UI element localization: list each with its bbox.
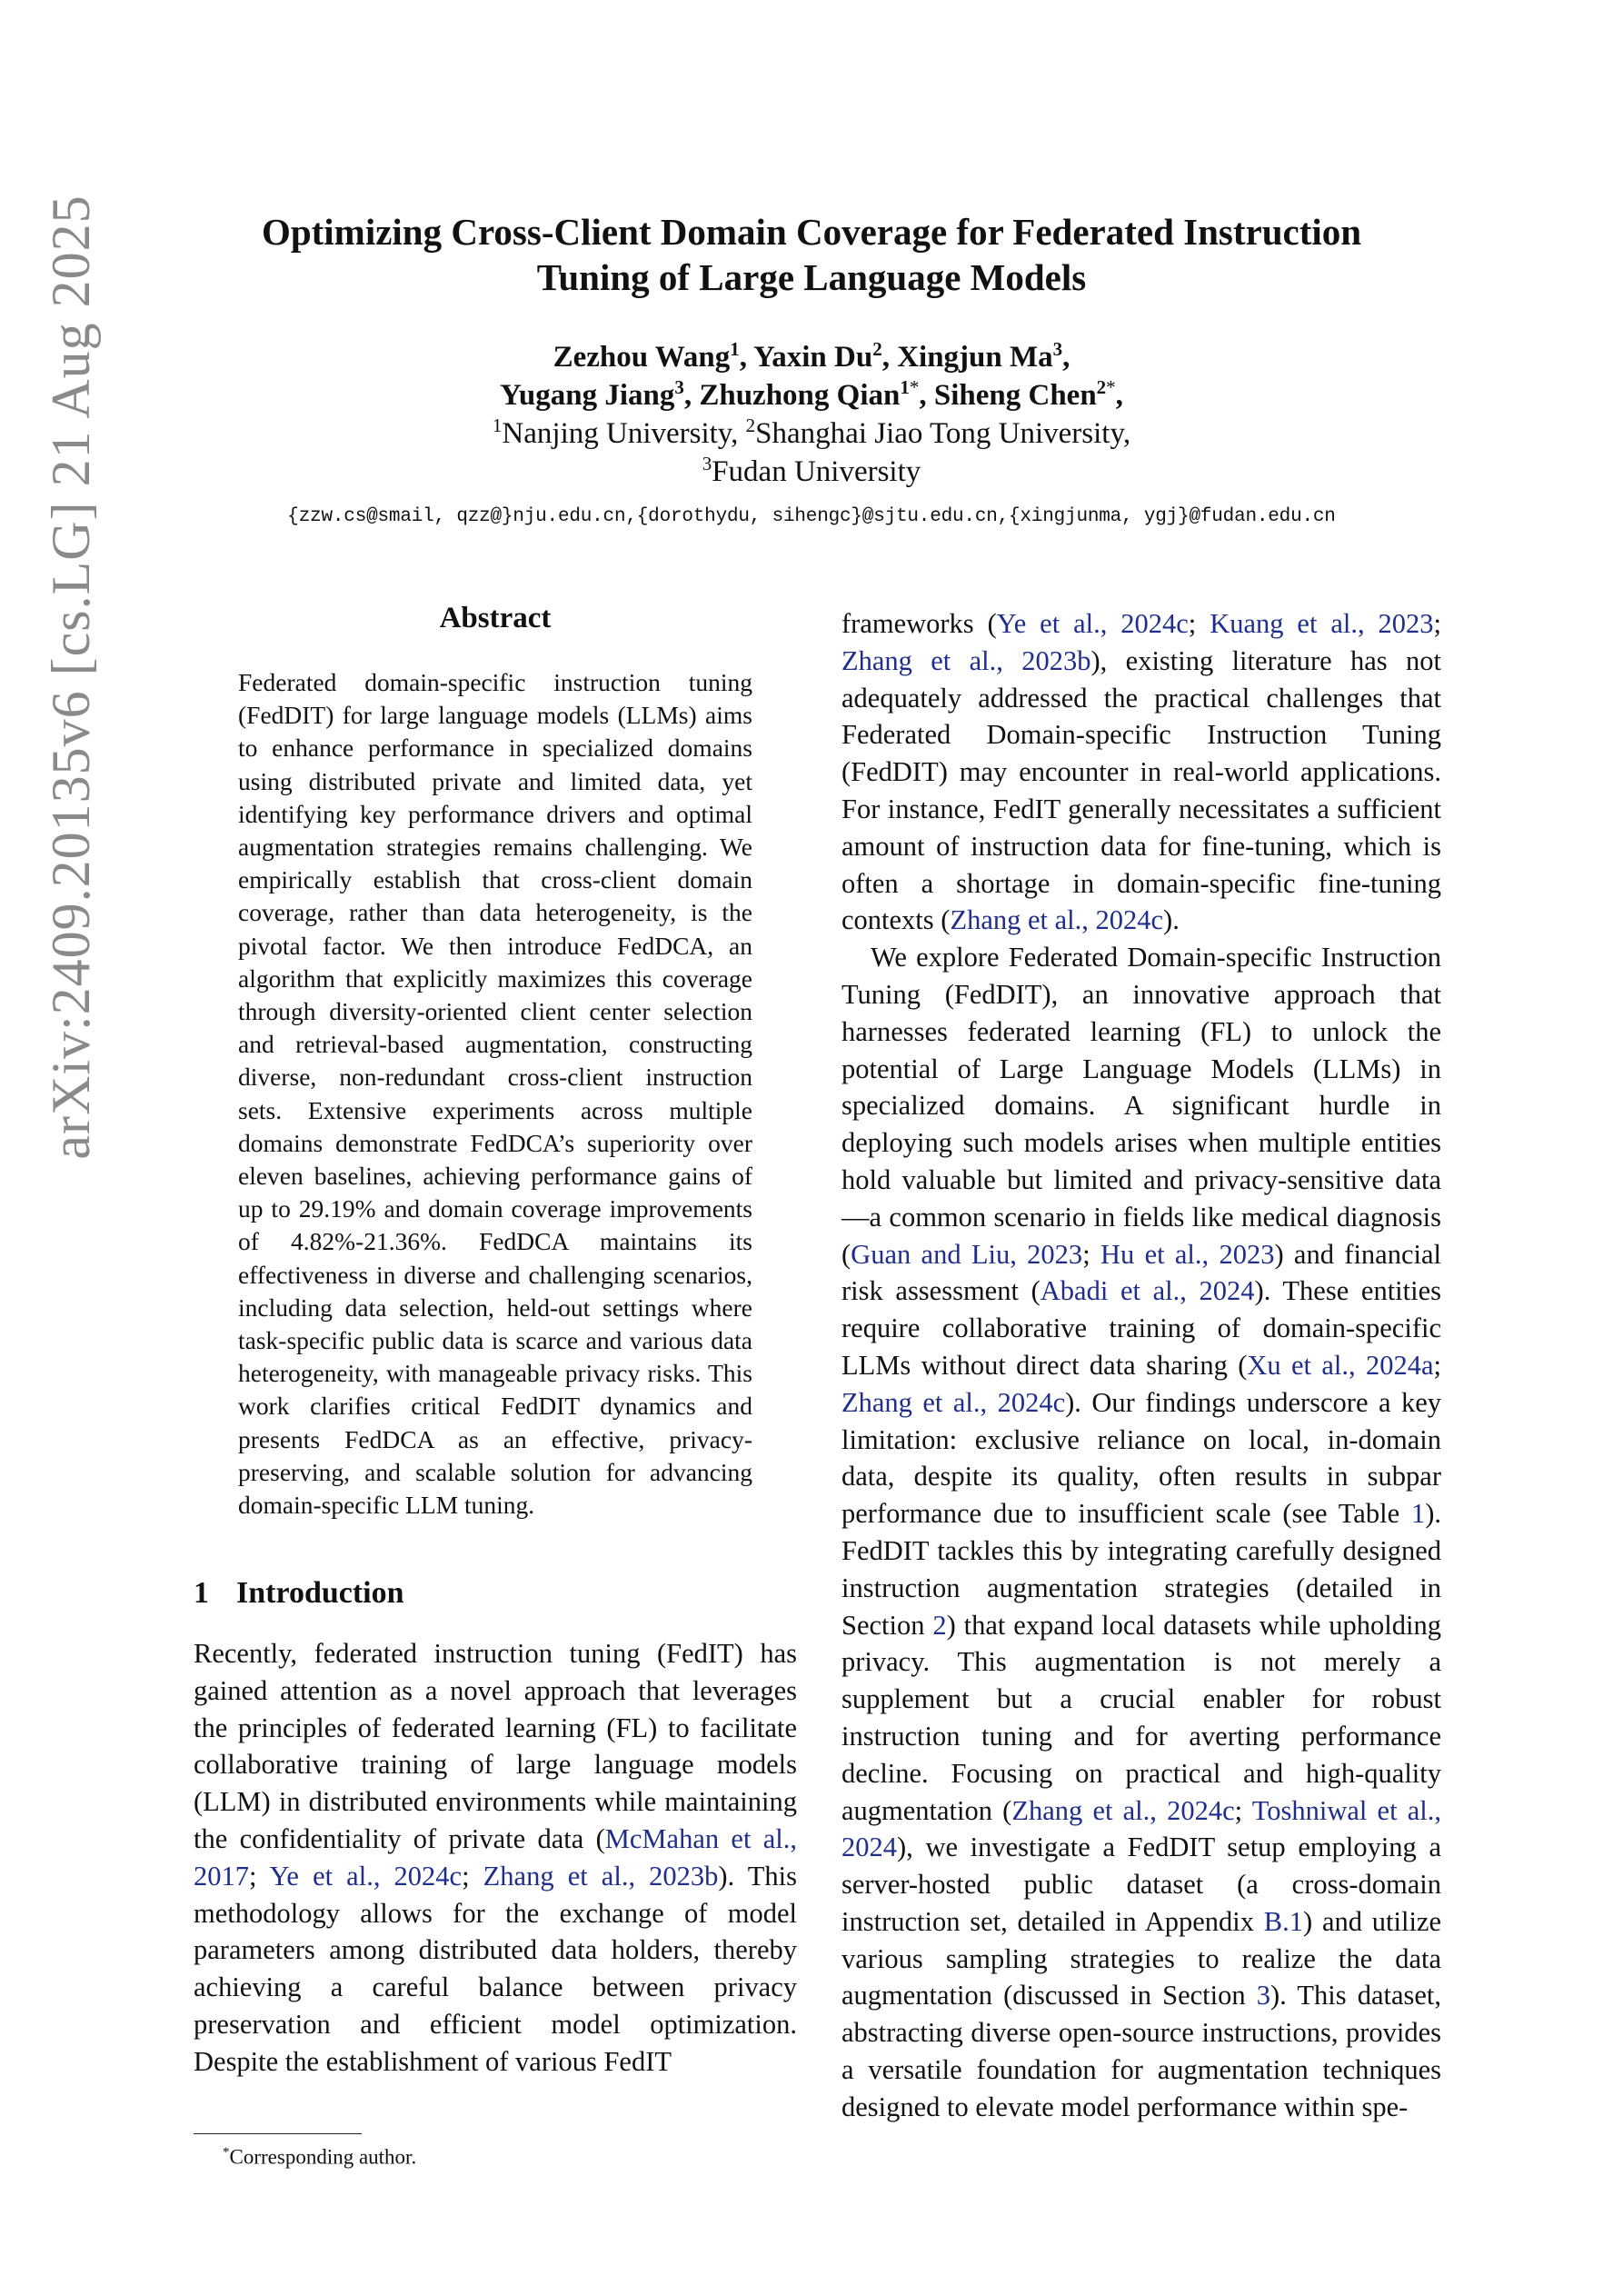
- arxiv-identifier: arXiv:2409.20135v6 [cs.LG] 21 Aug 2025: [40, 195, 101, 1160]
- author-name: Xingjun Ma: [897, 341, 1053, 374]
- abstract-heading: Abstract: [439, 602, 552, 634]
- citation-link[interactable]: Hu et al., 2023: [1100, 1238, 1275, 1270]
- paragraph: frameworks (Ye et al., 2024c; Kuang et al., 2023; Zhang et al., 2023b), existing literature has not adequately addressed the practical challenges that Federated Domain-specific Instruction Tuning (FedDIT) may encounter in real-world applications. For instance, FedIT generally necessitates a sufficient amount of instruction data for fine-tuning, which is often a shortage in domain-specific fine-tuning contexts (Zhang et al., 2024c).: [841, 608, 1441, 936]
- citation-link[interactable]: Abadi et al., 2024: [1040, 1275, 1255, 1307]
- section-title: Introduction: [236, 1576, 404, 1610]
- citation-link[interactable]: Toshniwal et al., 2024: [841, 1794, 1441, 1863]
- author-name: Yaxin Du: [753, 341, 873, 374]
- paper-title: [0, 209, 1623, 300]
- author-name: Yugang Jiang: [500, 379, 675, 412]
- footnote-text: Corresponding author.: [229, 2145, 417, 2169]
- affiliation: Shanghai Jiao Tong University: [755, 417, 1123, 450]
- affiliation: Nanjing University: [502, 417, 732, 450]
- footnote-mark: *: [223, 2145, 230, 2160]
- citation-link[interactable]: Kuang et al., 2023: [1210, 608, 1434, 639]
- author-name: Zezhou Wang: [553, 341, 731, 374]
- section-heading-introduction: [194, 1576, 404, 1611]
- author-name: Zhuzhong Qian: [699, 379, 901, 412]
- citation-link[interactable]: Zhang et al., 2024c: [1011, 1794, 1235, 1826]
- section-reference-link[interactable]: 3: [1256, 1980, 1270, 2011]
- citation-link[interactable]: Zhang et al., 2023b: [841, 644, 1091, 676]
- introduction-left-column: [194, 1635, 797, 2081]
- title-line-2: Tuning of Large Language Models: [536, 256, 1087, 298]
- introduction-right-column: [841, 605, 1441, 2126]
- citation-link[interactable]: Zhang et al., 2023b: [483, 1860, 719, 1892]
- affiliation: Fudan University: [712, 455, 921, 488]
- author-block: [0, 338, 1623, 491]
- section-number: 1: [194, 1576, 209, 1610]
- citation-link[interactable]: McMahan et al., 2017: [194, 1822, 798, 1892]
- affiliations-line-2: $^3$Fudan University: [702, 453, 921, 488]
- footnote-divider: [194, 2133, 362, 2134]
- authors-line-1: Zezhou Wang$^1$, Yaxin Du$^2$, Xingjun Ma$^3$,: [553, 338, 1070, 374]
- section-reference-link[interactable]: 2: [932, 1609, 947, 1641]
- appendix-reference-link[interactable]: B.1: [1263, 1905, 1303, 1937]
- table-reference-link[interactable]: 1: [1410, 1498, 1426, 1530]
- footnote: [223, 2145, 416, 2170]
- citation-link[interactable]: Zhang et al., 2024c: [841, 1386, 1066, 1418]
- citation-link[interactable]: Xu et al., 2024a: [1247, 1349, 1434, 1381]
- citation-link[interactable]: Ye et al., 2024c: [269, 1860, 463, 1892]
- author-emails: {zzw.cs@smail, qzz@}nju.edu.cn,{dorothydu, sihengc}@sjtu.edu.cn,{xingjunma, ygj}@fudan.edu.cn: [287, 506, 1336, 527]
- citation-link[interactable]: Zhang et al., 2024c: [950, 904, 1164, 936]
- abstract-body: Federated domain-specific instruction tuning (FedDIT) for large language models (LLMs) aims to enhance performance in specialized domains using distributed private and limited data, yet identifying key performance drivers and optimal augmentation strategies remains challenging. We empirically establish that cross-client domain coverage, rather than data heterogeneity, is the pivotal factor. We then introduce FedDCA, an algorithm that explicitly maximizes this coverage through diversity-oriented client center selection and retrieval-based augmentation, constructing diverse, non-redundant cross-client instruction sets. Extensive experiments across multiple domains demonstrate FedDCA’s superiority over eleven baselines, achieving performance gains of up to 29.19% and domain coverage improvements of 4.82%-21.36%. FedDCA maintains its effectiveness in diverse and challenging scenarios, including data selection, held-out settings where task-specific public data is scarce and various data heterogeneity, with manageable privacy risks. This work clarifies critical FedDIT dynamics and presents FedDCA as an effective, privacy-preserving, and scalable solution for advancing domain-specific LLM tuning.: [238, 668, 752, 1520]
- author-name: Siheng Chen: [933, 379, 1097, 412]
- citation-link[interactable]: Ye et al., 2024c: [996, 608, 1189, 639]
- authors-line-2: Yugang Jiang$^3$, Zhuzhong Qian$^{1*}$, Siheng Chen$^{2*}$,: [500, 376, 1123, 412]
- citation-link[interactable]: Guan and Liu, 2023: [851, 1238, 1083, 1270]
- paragraph: Recently, federated instruction tuning (FedIT) has gained attention as a novel approach that leverages the principles of federated learning (FL) to facilitate collaborative training of large language models (LLM) in distributed environments while maintaining the confidentiality of private data (McMahan et al., 2017; Ye et al., 2024c; Zhang et al., 2023b). This methodology allows for the exchange of model parameters among distributed data holders, thereby achieving a careful balance between privacy preservation and efficient model optimization. Despite the establishment of various FedIT: [194, 1638, 798, 2077]
- title-line-1: Optimizing Cross-Client Domain Coverage for Federated Instruction: [261, 211, 1362, 253]
- paragraph: We explore Federated Domain-specific Instruction Tuning (FedDIT), an innovative approach that harnesses federated learning (FL) to unlock the potential of Large Language Models (LLMs) in specialized domains. A significant hurdle in deploying such models arises when multiple entities hold valuable but limited and privacy-sensitive data—a common scenario in fields like medical diagnosis (Guan and Liu, 2023; Hu et al., 2023) and financial risk assessment (Abadi et al., 2024). These entities require collaborative training of domain-specific LLMs without direct data sharing (Xu et al., 2024a; Zhang et al., 2024c). Our findings underscore a key limitation: exclusive reliance on local, in-domain data, despite its quality, often results in subpar performance due to insufficient scale (see Table 1). FedDIT tackles this by integrating carefully designed instruction augmentation strategies (detailed in Section 2) that expand local datasets while upholding privacy. This augmentation is not merely a supplement but a crucial enabler for robust instruction tuning and for averting performance decline. Focusing on practical and high-quality augmentation (Zhang et al., 2024c; Toshniwal et al., 2024), we investigate a FedDIT setup employing a server-hosted public dataset (a cross-domain instruction set, detailed in Appendix B.1) and utilize various sampling strategies to realize the data augmentation (discussed in Section 3). This dataset, abstracting diverse open-source instructions, provides a versatile foundation for augmentation techniques designed to elevate model performance within spe-: [841, 942, 1441, 2122]
- affiliations-line-1: $^1$Nanjing University, $^2$Shanghai Jiao Tong University,: [492, 414, 1131, 450]
